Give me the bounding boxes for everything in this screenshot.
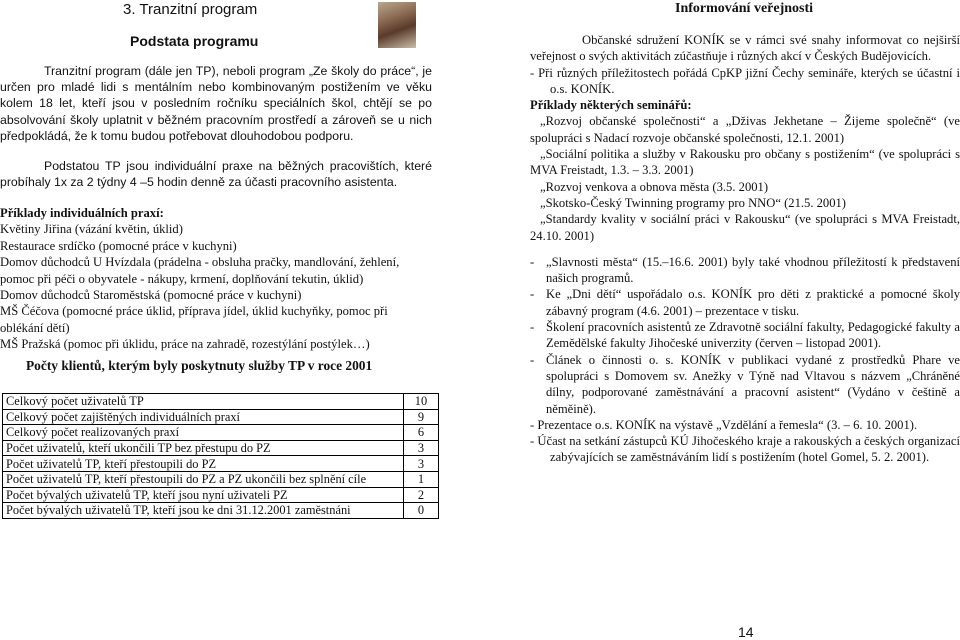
example-item: Restaurace srdíčko (pomocné práce v kuchyni)	[0, 238, 237, 253]
seminars-title: Příklady některých seminářů:	[530, 98, 692, 113]
example-item: Domov důchodců U Hvízdala (prádelna - obsluha pračky, mandlování, žehlení,	[0, 255, 400, 270]
row-value: 10	[404, 394, 439, 410]
section-subtitle: Podstata programu	[130, 33, 259, 49]
row-label: Počet bývalých uživatelů TP, kteří jsou nyní uživateli PZ	[3, 487, 404, 503]
row-value: 3	[404, 456, 439, 472]
example-item: oblékání dětí)	[0, 320, 70, 335]
bullet-text: Ke „Dni dětí“ uspořádalo o.s. KONÍK pro děti z praktické a pomocné školy zábavný program (4.6. 2001) – prezentace v tisku.	[546, 287, 960, 318]
bullet-text: Článek o činnosti o. s. KONÍK v publikaci vydané z prostředků Phare ve spolupráci s Domovem sv. Anežky v Týně nad Vltavou s názvem „Chráněné dílny, podporované zaměstnávání a pracovní asistent“ (Vydáno v češtině a něměině).	[546, 352, 960, 416]
example-item: Květiny Jiřina (vázání květin, úklid)	[0, 222, 183, 237]
intro-paragraph: Tranzitní program (dále jen TP), neboli program „Ze školy do práce“, je určen pro mladé lidi s mentálním nebo kombinovaným postižením ve věku kolem 18 let, kteří jsou v posledním ročníku speciálních škol, chtějí se po absolvování školy uplatnit v běžném pracovním prostředí a zároveň se u nich předpokládá, že k tomu budou potřebovat dlouhodobou podporu.	[0, 64, 432, 143]
example-item: MŠ Čéčova (pomocné práce úklid, příprava jídel, úklid kuchyňky, pomoc při	[0, 304, 388, 319]
example-item: pomoc při péči o obyvatele - nákupy, krmení, doplňování tekutin, úklid)	[0, 271, 364, 286]
seminar-item: - Při různých příležitostech pořádá CpKP jižní Čechy semináře, kterých se účastní i o.s. KONÍK.	[530, 65, 960, 96]
table-row	[3, 425, 439, 441]
table-row	[3, 456, 439, 472]
row-label: Celkový počet realizovaných praxí	[3, 425, 404, 441]
row-label: Počet uživatelů TP, kteří přestoupili do PZ	[3, 456, 404, 472]
table-row	[3, 440, 439, 456]
bullet-text: Školení pracovních asistentů ze Zdravotně sociální fakulty, Pedagogické fakulty a Zemědělské fakulty Jihočeské univerzity (červen – listopad 2001).	[546, 320, 960, 351]
bullet-text: „Slavnosti města“ (15.–16.6. 2001) byly také vhodnou příležitostí k představení našich programů.	[546, 254, 960, 286]
seminar-entry: „Rozvoj občanské společnosti“ a „Dživas Jekhetane – Žijeme společně“ (ve spolupráci s Nadací rozvoje občanské společnosti, 12.1. 2001)	[530, 114, 960, 145]
table-row	[3, 471, 439, 487]
example-item: Domov důchodců Staroměstská (pomocné práce v kuchyni)	[0, 288, 302, 303]
row-label: Celkový počet uživatelů TP	[3, 394, 404, 410]
clients-table	[2, 393, 439, 519]
examples-title: Příklady individuálních praxí:	[0, 206, 164, 220]
examples-block	[0, 205, 399, 353]
right-body	[530, 32, 960, 466]
event-item: - Účast na setkání zástupců KÚ Jihočeského kraje a rakouských a českých organizací zabývajících se zaměstnáváním lidí s postižením (hotel Gomel, 5. 2. 2001).	[530, 434, 960, 465]
event-bullet: - Článek o činnosti o. s. KONÍK v publikaci vydané z prostředků Phare ve spolupráci s Domovem sv. Anežky v Týně nad Vltavou s názvem „Chráněné dílny, podporované zaměstnávání a pracovní asistent“ (Vydáno v češtině a něměině).	[530, 352, 960, 416]
seminar-entry: „Sociální politika a služby v Rakousku pro občany s postižením“ (ve spolupráci s MVA Freistadt, 1.3. – 3.3. 2001)	[530, 147, 960, 178]
row-label: Celkový počet zajištěných individuálních praxí	[3, 409, 404, 425]
clients-title: Počty klientů, kterým byly poskytnuty služby TP v roce 2001	[26, 358, 373, 373]
row-value: 9	[404, 409, 439, 425]
row-value: 1	[404, 471, 439, 487]
row-label: Počet uživatelů TP, kteří přestoupili do PZ a PZ ukončili bez splnění cíle	[3, 471, 404, 487]
seminar-entry: „Skotsko-Český Twinning programy pro NNO“ (21.5. 2001)	[540, 195, 847, 210]
seminar-entry: „Rozvoj venkova a obnova města (3.5. 2001)	[540, 179, 769, 194]
page-number: 14	[738, 624, 754, 640]
program-photo	[378, 2, 416, 48]
event-bullet: - Školení pracovních asistentů ze Zdravotně sociální fakulty, Pedagogické fakulty a Zemědělské fakulty Jihočeské univerzity (červen – listopad 2001).	[530, 320, 960, 351]
seminar-entry: „Standardy kvality v sociální práci v Rakousku“ (ve spolupráci s MVA Freistadt, 24.10. 2001)	[530, 212, 960, 243]
right-intro: Občanské sdružení KONÍK se v rámci své snahy informovat co nejširší veřejnost o svých aktivitách zúčastňuje i různých akcí v Českých Budějovicích.	[530, 33, 960, 64]
row-value: 0	[404, 503, 439, 519]
table-row	[3, 503, 439, 519]
table-row	[3, 394, 439, 410]
right-title: Informování veřejnosti	[675, 1, 814, 16]
row-value: 6	[404, 425, 439, 441]
basis-paragraph: Podstatou TP jsou individuální praxe na běžných pracovištích, které probíhaly 1x za 2 týdny 4 –5 hodin denně za účasti pracovního asistenta.	[0, 159, 432, 190]
row-label: Počet uživatelů, kteří ukončili TP bez přestupu do PZ	[3, 440, 404, 456]
table-row	[3, 487, 439, 503]
example-item: MŠ Pražská (pomoc při úklidu, práce na zahradě, rozestýlání postýlek…)	[0, 337, 370, 352]
event-bullet: - „Slavnosti města“ (15.–16.6. 2001) byly také vhodnou příležitostí k představení našich programů.	[530, 254, 960, 286]
section-title: 3. Tranzitní program	[123, 1, 258, 18]
event-item: - Prezentace o.s. KONÍK na výstavě „Vzdělání a řemesla“ (3. – 6. 10. 2001).	[530, 417, 918, 432]
row-label: Počet bývalých uživatelů TP, kteří jsou ke dni 31.12.2001 zaměstnáni	[3, 503, 404, 519]
event-bullet: - Ke „Dni dětí“ uspořádalo o.s. KONÍK pro děti z praktické a pomocné školy zábavný program (4.6. 2001) – prezentace v tisku.	[530, 287, 960, 318]
table-row	[3, 409, 439, 425]
row-value: 2	[404, 487, 439, 503]
row-value: 3	[404, 440, 439, 456]
